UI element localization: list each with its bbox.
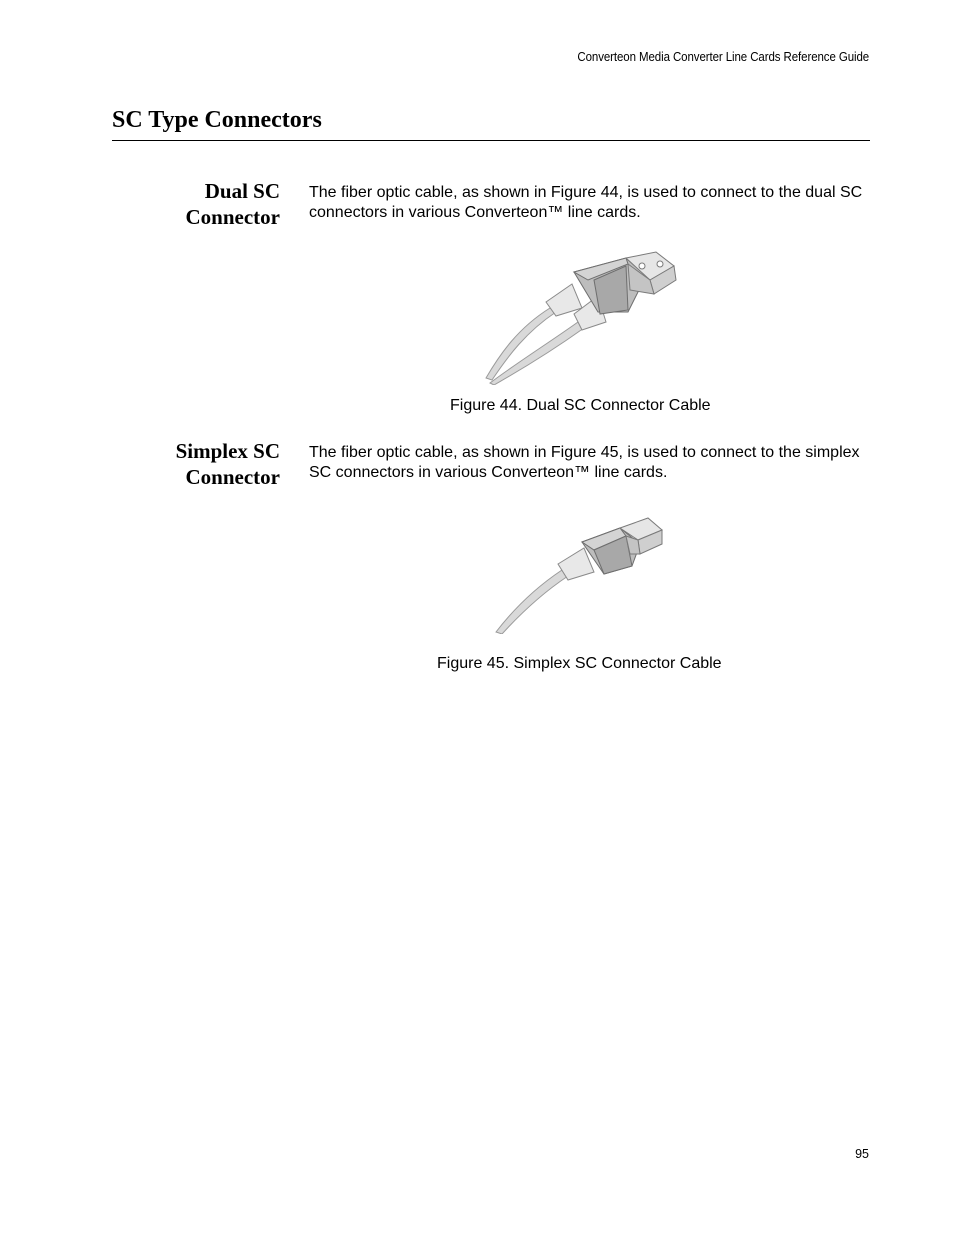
page-number: 95 (855, 1147, 869, 1161)
dual-sc-connector-figure (478, 250, 688, 385)
dual-sc-heading-line2: Connector (185, 205, 280, 229)
simplex-sc-body: The fiber optic cable, as shown in Figure 45, is used to connect to the simplex SC connectors in various Converteon™ line cards. (309, 444, 860, 481)
simplex-sc-heading-line2: Connector (185, 465, 280, 489)
dual-sc-body: The fiber optic cable, as shown in Figure 44, is used to connect to the dual SC connectors in various Converteon™ line cards. (309, 184, 863, 221)
running-header: Converteon Media Converter Line Cards Reference Guide (577, 50, 869, 64)
dual-sc-heading (110, 178, 280, 230)
simplex-sc-heading (110, 438, 280, 490)
simplex-sc-connector-figure (492, 514, 666, 634)
figure-44-caption: Figure 44. Dual SC Connector Cable (450, 397, 711, 414)
section-rule (112, 140, 870, 141)
simplex-sc-heading-line1: Simplex SC (175, 439, 280, 463)
figure-45-caption: Figure 45. Simplex SC Connector Cable (437, 655, 722, 672)
dual-sc-heading-line1: Dual SC (204, 179, 280, 203)
section-title: SC Type Connectors (112, 107, 322, 133)
